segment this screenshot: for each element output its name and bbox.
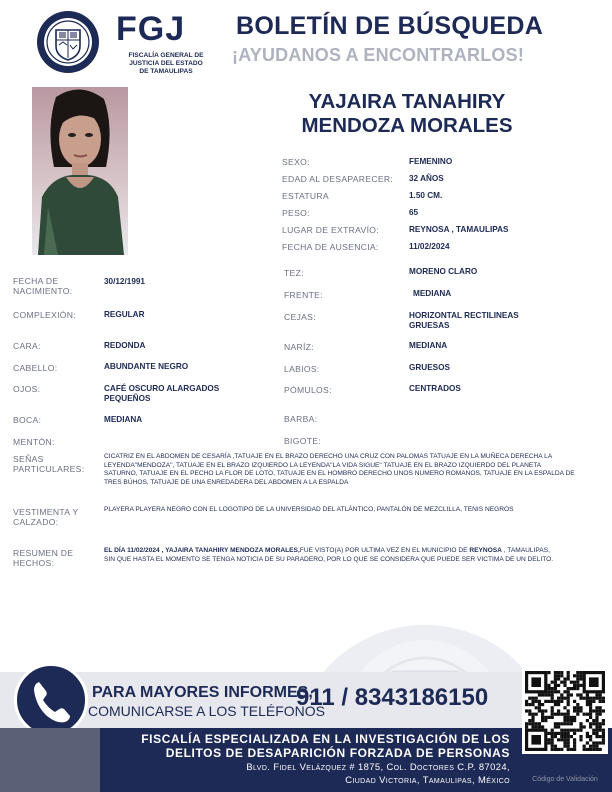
contact-phone-numbers[interactable]: 911 / 8343186150 <box>296 684 489 711</box>
summary-place: REYNOSA <box>469 547 502 554</box>
lips-label: LABIOS: <box>284 364 320 374</box>
height-value: 1.50 CM. <box>409 191 443 200</box>
mouth-value: MEDIANA <box>104 415 143 424</box>
agency-name-line: FISCALÍA ESPECIALIZADA EN LA INVESTIGACIÓN DE LOS <box>141 732 510 746</box>
distinguishing-marks-value: CICATRIZ EN EL ABDOMEN DE CESARÍA ,TATUAJE EN EL BRAZO DERECHO UNA CRUZ CON PALOMAS TATUAJE EN LA MUÑECA DERECHA LA LEYENDA"MENDOZA", TATUAJE EN EL BRAZO IZQUIERDO LA LEYENDA"LA VIDA SIGUE" TATUAJE EN EL BRAZO IZQUIERDO DEL PLANETA SATURNO, TATUAJE EN EL PECHO LA FLOR DE LOTO, TATUAJE EN EL HOMBRO DERECHO UNOS NUMERO ROMANOS, TATUAJE EN LA ESPALDA DE TRES BÚHOS, TATUAJE DE UNA ENREDADERA DEL ABDOMEN A LA ESPALDA <box>104 453 575 486</box>
bulletin-subtitle: ¡AYUDANOS A ENCONTRARLOS! <box>232 45 525 65</box>
hair-label: CABELLO: <box>13 363 58 373</box>
mustache-label: BIGOTE: <box>284 436 321 446</box>
location-value: REYNOSA , TAMAULIPAS <box>409 225 509 234</box>
summary-lead: EL DÍA 11/02/2024 , YAJAIRA TANAHIRY MENDOZA MORALES, <box>104 547 300 554</box>
sex-label: SEXO: <box>282 157 310 167</box>
agency-name <box>140 732 510 760</box>
complexion-label: TEZ: <box>284 268 304 278</box>
lips-value: GRUESOS <box>409 363 450 372</box>
eyes-label: OJOS: <box>13 384 41 394</box>
logo-subtitle-line: FISCALÍA GENERAL DE <box>128 52 204 59</box>
mouth-label: BOCA: <box>13 415 42 425</box>
qr-label: Código de Validación <box>532 776 598 783</box>
eyes-value: CAFÉ OSCURO ALARGADOS PEQUEÑOS <box>104 384 220 403</box>
phone-icon <box>17 666 85 734</box>
age-label: EDAD AL DESAPARECER: <box>282 174 394 184</box>
logo-subtitle <box>116 52 216 76</box>
summary-mid: FUE VISTO(A) POR ULTIMA VEZ EN EL MUNICIPIO DE <box>299 547 470 554</box>
weight-label: PESO: <box>282 208 310 218</box>
cheekbones-label: PÓMULOS: <box>284 385 332 395</box>
birth-date-label: FECHA DE NACIMIENTO: <box>13 276 73 296</box>
location-label: LUGAR DE EXTRAVÍO: <box>282 225 379 235</box>
nose-label: NARÍZ: <box>284 342 314 352</box>
qr-code-icon <box>522 668 608 754</box>
missing-person-name <box>278 90 536 138</box>
birth-date-value: 30/12/1991 <box>104 277 145 286</box>
distinguishing-marks-label: SEÑAS PARTICULARES: <box>13 454 85 474</box>
complexion-value: MORENO CLARO <box>409 267 478 276</box>
name-line: YAJAIRA TANAHIRY <box>308 90 506 113</box>
logo-subtitle-line: JUSTICIA DEL ESTADO <box>129 60 203 67</box>
clothing-label: VESTIMENTA Y CALZADO: <box>13 507 79 527</box>
agency-name-line: DELITOS DE DESAPARICIÓN FORZADA DE PERSONAS <box>165 746 510 760</box>
phone-badge <box>14 663 88 737</box>
agency-address <box>160 760 510 786</box>
age-value: 32 AÑOS <box>409 174 444 183</box>
absence-date-label: FECHA DE AUSENCIA: <box>282 242 379 252</box>
nose-value: MEDIANA <box>409 341 448 350</box>
clothing-value: PLAYERA PLAYERA NEGRO CON EL LOGOTIPO DE LA UNIVERSIDAD DEL ATLÁNTICO, PANTALÓN DE MEZCLILLA, TENIS NEGROS <box>104 506 514 513</box>
logo-word: FGJ <box>116 10 186 48</box>
agency-band-accent <box>0 728 100 792</box>
logo-subtitle-line: DE TAMAULIPAS <box>139 68 193 75</box>
fgj-logo <box>20 8 204 80</box>
forehead-value: MEDIANA <box>413 289 452 298</box>
hair-value: ABUNDANTE NEGRO <box>104 362 189 371</box>
facts-summary-label: RESUMEN DE HECHOS: <box>13 548 74 568</box>
build-value: REGULAR <box>104 310 145 319</box>
validation-qr[interactable] <box>522 668 608 754</box>
eyebrows-value: HORIZONTAL RECTILINEAS GRUESAS <box>409 311 519 330</box>
cheekbones-value: CENTRADOS <box>409 384 461 393</box>
weight-value: 65 <box>409 208 419 217</box>
summary-tail: , TAMAULIPAS, SIN QUE HASTA EL MOMENTO SE TENGA NOTICIA DE SU PARADERO, POR LO QUE SE CONSIDERA QUE PUEDE SER VICTIMA DE UN DELITO. <box>104 547 554 563</box>
address-line: Blvd. Fidel Velázquez # 1875, Col. Doctores C.P. 87024, <box>246 761 510 772</box>
face-value: REDONDA <box>104 341 146 350</box>
bulletin-title: BOLETÍN DE BÚSQUEDA <box>236 12 544 40</box>
eyebrows-label: CEJAS: <box>284 312 316 322</box>
build-label: COMPLEXIÓN: <box>13 310 76 320</box>
name-line: MENDOZA MORALES <box>301 114 513 137</box>
more-info-heading: PARA MAYORES INFORMES, <box>92 684 313 701</box>
face-label: CARA: <box>13 341 41 351</box>
sex-value: FEMENINO <box>409 157 453 166</box>
absence-date-value: 11/02/2024 <box>409 242 450 251</box>
chin-label: MENTÓN: <box>13 437 55 447</box>
beard-label: BARBA: <box>284 414 318 424</box>
address-line: Ciudad Victoria, Tamaulipas, México <box>345 774 510 785</box>
state-seal-icon <box>36 10 100 74</box>
forehead-label: FRENTE: <box>284 290 323 300</box>
missing-person-photo <box>32 87 128 255</box>
call-instruction: COMUNICARSE A LOS TELÉFONOS <box>88 703 326 719</box>
height-label: ESTATURA <box>282 191 329 201</box>
